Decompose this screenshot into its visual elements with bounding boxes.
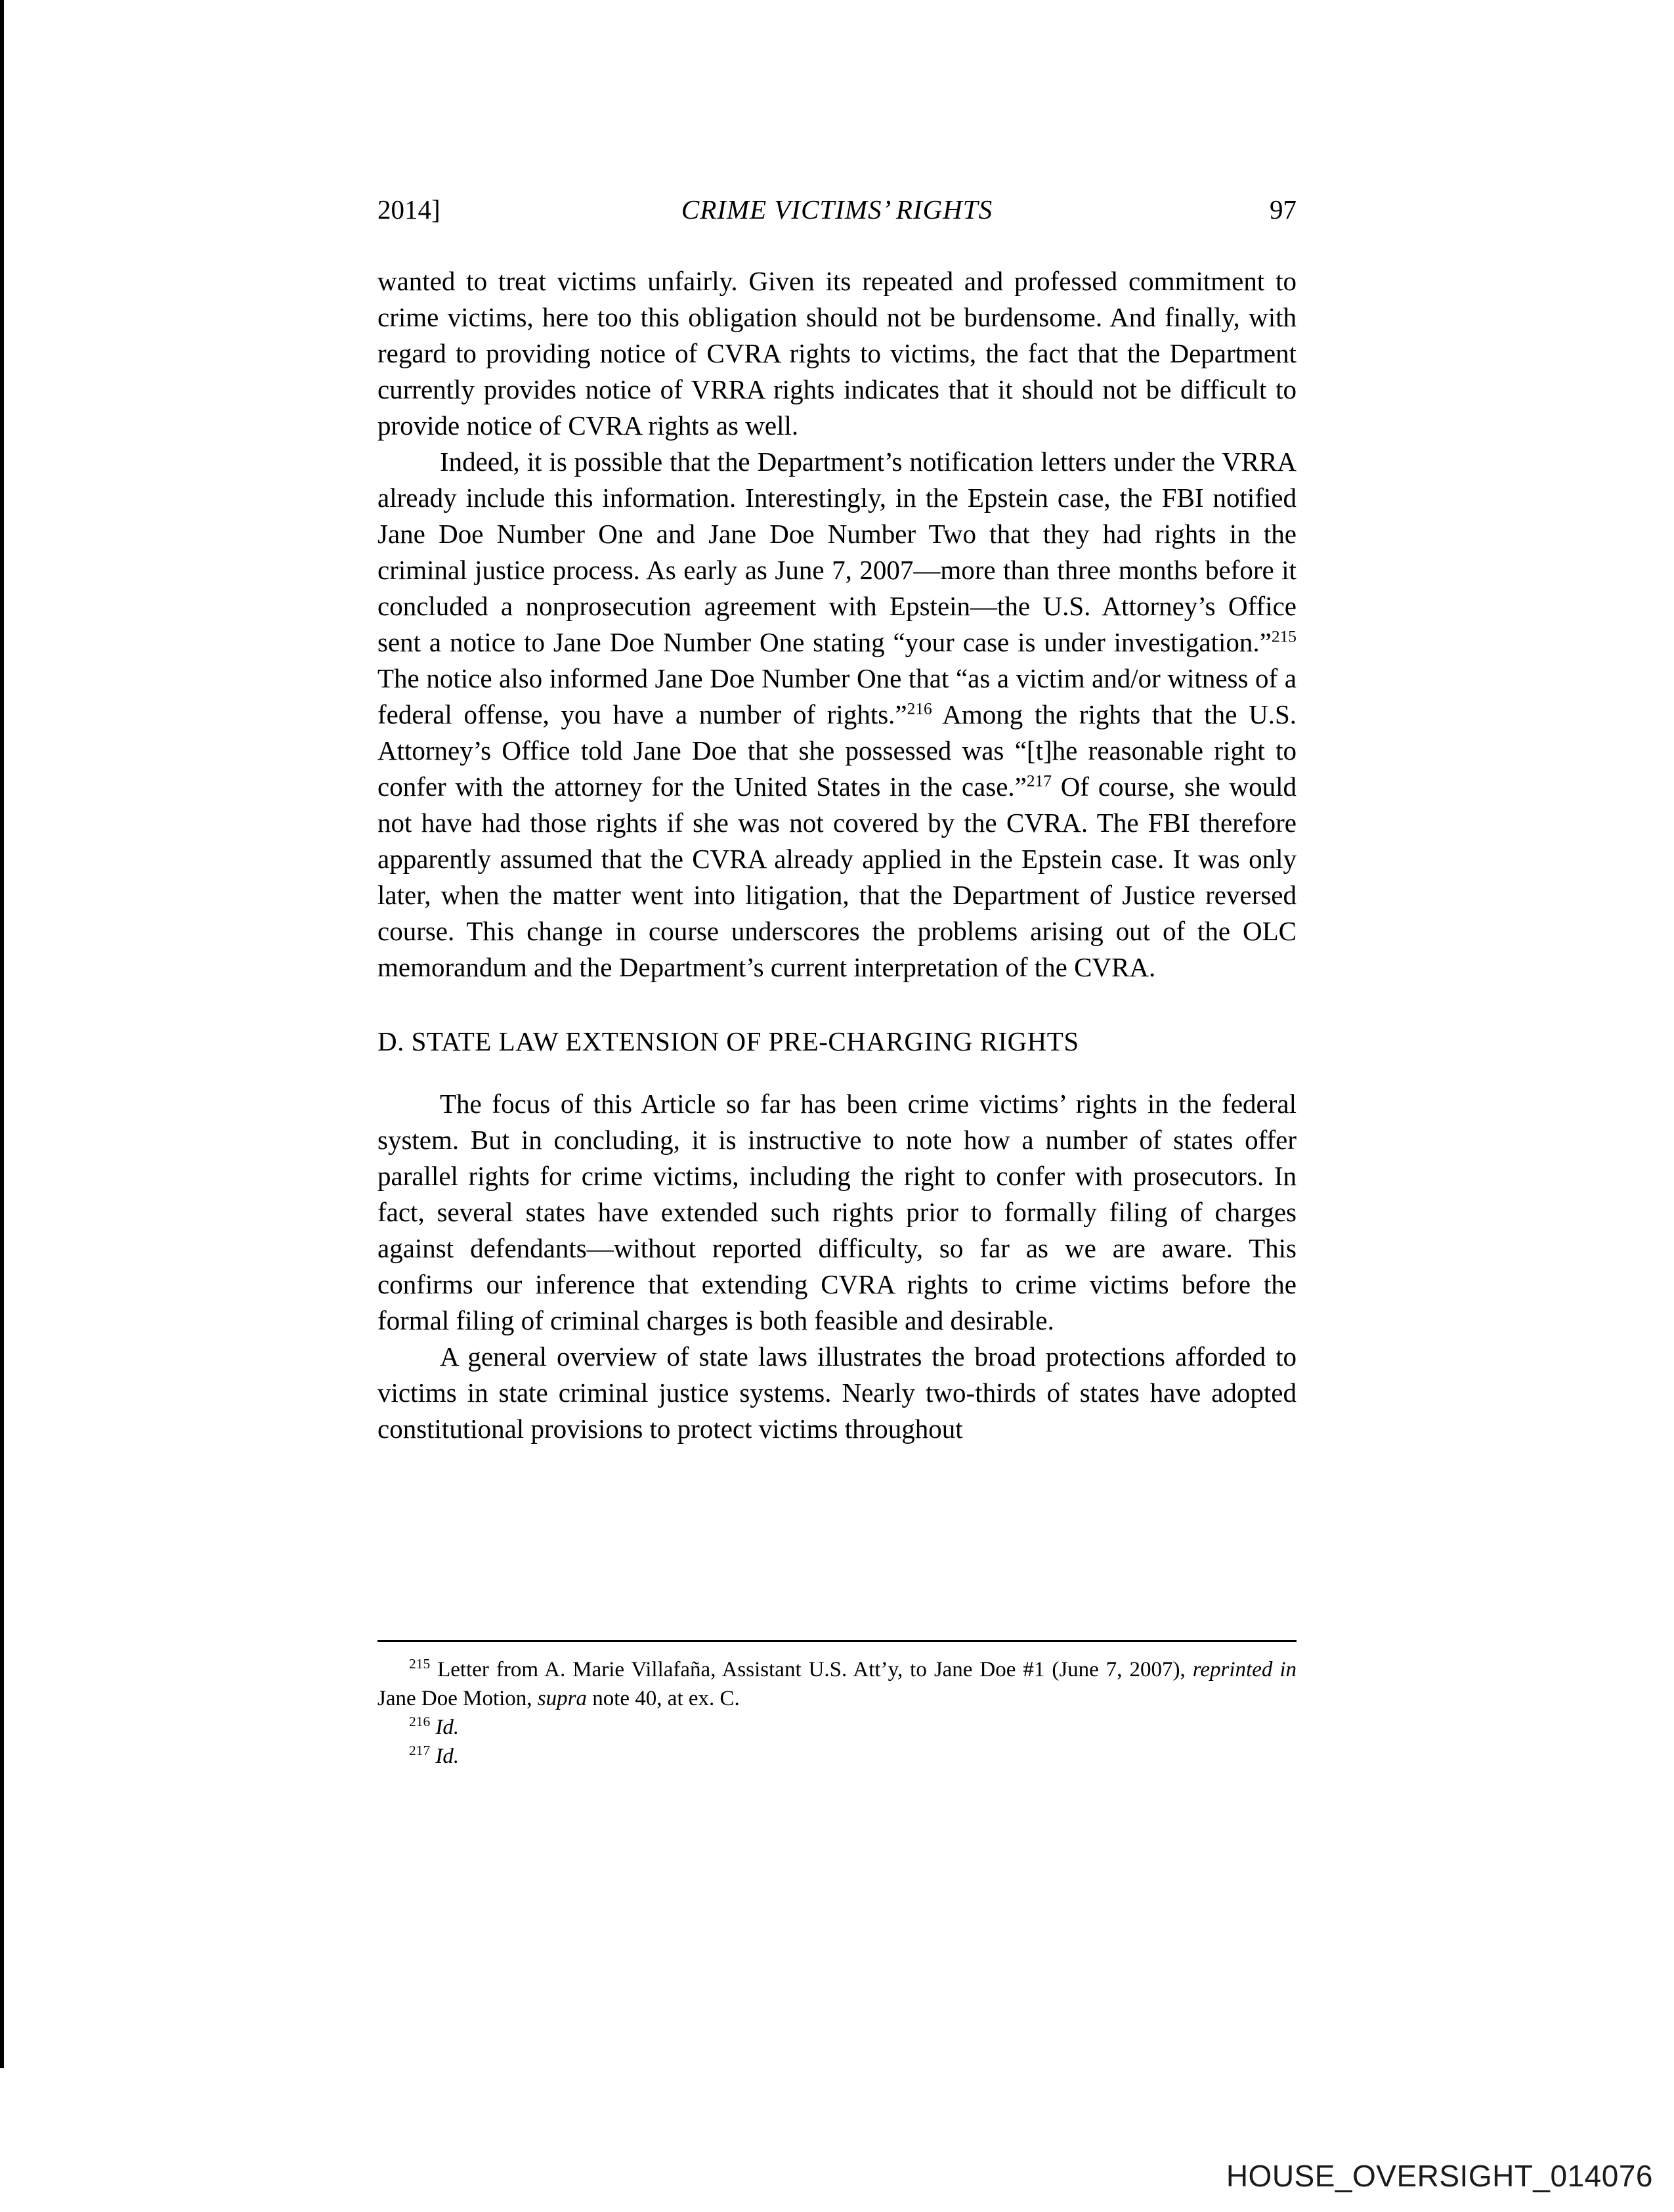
scan-edge-artifact [0, 0, 4, 2068]
footnote-text: Jane Doe Motion, [377, 1687, 538, 1710]
header-running-title: CRIME VICTIMS’ RIGHTS [681, 194, 993, 225]
footnote-215 [377, 1655, 1297, 1713]
section-heading: D. STATE LAW EXTENSION OF PRE-CHARGING RIGHTS [377, 1026, 1079, 1056]
page-header [377, 194, 1297, 225]
footnotes-section [377, 1640, 1297, 1771]
footnote-217 [377, 1742, 1297, 1771]
paragraph-epstein-notice [377, 444, 1297, 986]
paragraph-continuation: wanted to treat victims unfairly. Given its repeated and professed commitment to crime victims, here too this obligation should not be burdensome. And finally, with regard to providing notice of CVRA rights to victims, the fact that the Department currently provides notice of VRRA rights indicates that it should not be difficult to provide notice of CVRA rights as well. [377, 266, 1297, 441]
footnote-divider [377, 1640, 1297, 1642]
page-content [377, 194, 1297, 1447]
footnote-text-italic: Id. [435, 1716, 460, 1739]
footnote-text-italic: Id. [435, 1745, 460, 1768]
paragraph-state-overview: A general overview of state laws illustrates the broad protections afforded to victims in state criminal justice systems. Nearly two-thirds of states have adopted constitutional provisions to protect victims throughout [377, 1341, 1297, 1444]
footnote-text-italic: reprinted in [1192, 1658, 1297, 1681]
footnote-ref-216: 216 [907, 699, 932, 718]
footnote-ref-215: 215 [1271, 627, 1297, 646]
paragraph-state-rights: The focus of this Article so far has been crime victims’ rights in the federal system. But in concluding, it is instructive to note how a number of states offer parallel rights for crime victims, including the right to confer with prosecutors. In fact, several states have extended such rights prior to formally filing of charges against defendants—without reported difficulty, so far as we are aware. This confirms our inference that extending CVRA rights to crime victims before the formal filing of criminal charges is both feasible and desirable. [377, 1089, 1297, 1335]
footnote-text: note 40, at ex. C. [586, 1687, 740, 1710]
footnote-216 [377, 1713, 1297, 1742]
footnote-text-italic: supra [537, 1687, 587, 1710]
footnote-number-217: 217 [409, 1743, 431, 1758]
paragraph-text: Indeed, it is possible that the Department’s notification letters under the VRRA already include this information. Interestingly, in the Epstein case, the FBI notified Jane Doe Number One and Jane Doe Number Two that they had rights in the criminal justice process. As early as June 7, 2007—more than three months before it concluded a nonprosecution agreement with Epstein—the U.S. Attorney’s Office sent a notice to Jane Doe Number One stating “your case is under investigation.” [377, 446, 1297, 657]
paragraph-text: The notice also informed Jane Doe Number One that “as a victim and/or witness of a federal offense, you have a number of rights.” [377, 663, 1297, 729]
header-year: 2014] [377, 194, 440, 225]
header-page-number: 97 [1270, 194, 1297, 225]
paragraph-text: Of course, she would not have had those rights if she was not covered by the CVRA. The FBI therefore apparently assumed that the CVRA already applied in the Epstein case. It was only later, when the matter went into litigation, that the Department of Justice reversed course. This change in course underscores the problems arising out of the OLC memorandum and the Department’s current interpretation of the CVRA. [377, 771, 1297, 982]
footnote-text: Letter from A. Marie Villafaña, Assistant U.S. Att’y, to Jane Doe #1 (June 7, 2007), [430, 1658, 1193, 1681]
paragraph-text: Among the rights that the U.S. Attorney’s Office told Jane Doe that she possessed was “[t]he reasonable right to confer with the attorney for the United States in the case.” [377, 699, 1297, 802]
footnote-number-216: 216 [409, 1714, 431, 1729]
footnote-ref-217: 217 [1026, 771, 1052, 791]
footnote-number-215: 215 [409, 1656, 431, 1672]
article-body [377, 263, 1297, 1447]
bates-number: HOUSE_OVERSIGHT_014076 [1226, 2159, 1653, 2193]
